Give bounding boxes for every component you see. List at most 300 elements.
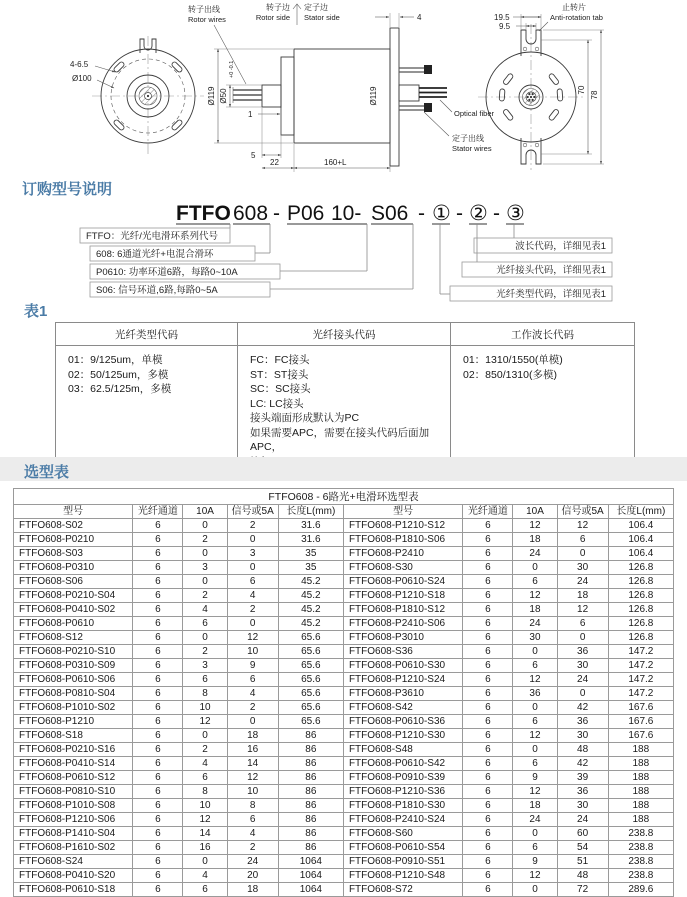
- value-cell: 6: [133, 841, 183, 855]
- value-cell: 6: [463, 617, 513, 631]
- model-cell: FTFO608-P1210-S48: [343, 869, 462, 883]
- stator-side-cn: 定子边: [304, 3, 328, 12]
- value-cell: 18: [513, 603, 557, 617]
- left-label-s06: S06: 信号环道,6路,每路0~5A: [96, 285, 218, 296]
- model-cell: FTFO608-S06: [14, 575, 133, 589]
- value-cell: 126.8: [608, 589, 673, 603]
- model-cell: FTFO608-S42: [343, 701, 462, 715]
- value-cell: 48: [557, 743, 608, 757]
- value-cell: 6: [227, 673, 278, 687]
- value-cell: 8: [183, 785, 227, 799]
- value-cell: 238.8: [608, 869, 673, 883]
- table1-line: SC：SC接头: [250, 383, 311, 395]
- table-row: [14, 771, 674, 785]
- value-cell: 126.8: [608, 575, 673, 589]
- value-cell: 65.6: [278, 673, 343, 687]
- value-cell: 0: [183, 575, 227, 589]
- value-cell: 0: [183, 519, 227, 533]
- order-model-diagram: [0, 194, 687, 306]
- model-left-labels: [80, 228, 280, 297]
- value-cell: 86: [278, 729, 343, 743]
- dim-4-label: 4: [417, 13, 422, 22]
- model-cell: FTFO608-P1210-S06: [14, 813, 133, 827]
- column-header: 信号或5A: [227, 505, 278, 519]
- value-cell: 24: [557, 813, 608, 827]
- value-cell: 6: [133, 617, 183, 631]
- value-cell: 12: [183, 813, 227, 827]
- value-cell: 36: [557, 715, 608, 729]
- value-cell: 6: [463, 799, 513, 813]
- model-cell: FTFO608-P0610-S36: [343, 715, 462, 729]
- value-cell: 65.6: [278, 645, 343, 659]
- value-cell: 6: [463, 757, 513, 771]
- side-view: [188, 2, 495, 172]
- column-header: 10A: [183, 505, 227, 519]
- dia119-left-label: Ø119: [207, 86, 216, 106]
- value-cell: 6: [133, 813, 183, 827]
- value-cell: 6: [133, 645, 183, 659]
- column-header: 型号: [14, 505, 133, 519]
- model-cell: FTFO608-P1210-S36: [343, 785, 462, 799]
- value-cell: 238.8: [608, 827, 673, 841]
- table-row: [14, 631, 674, 645]
- model-token-series: FTFO: [176, 202, 231, 225]
- value-cell: 6: [463, 869, 513, 883]
- value-cell: 6: [463, 771, 513, 785]
- table1-line: ST：ST接头: [250, 368, 309, 381]
- value-cell: 6: [183, 617, 227, 631]
- stator-wires-en: Stator wires: [452, 144, 492, 153]
- value-cell: 106.4: [608, 533, 673, 547]
- value-cell: 65.6: [278, 659, 343, 673]
- value-cell: 35: [278, 561, 343, 575]
- value-cell: 86: [278, 827, 343, 841]
- value-cell: 2: [183, 645, 227, 659]
- table-row: [14, 561, 674, 575]
- model-cell: FTFO608-P0610: [14, 617, 133, 631]
- value-cell: 6: [133, 743, 183, 757]
- model-cell: FTFO608-P0910-S51: [343, 855, 462, 869]
- right-label-wavelength: 波长代码，详细见表1: [515, 241, 606, 252]
- column-header: 长度L(mm): [608, 505, 673, 519]
- value-cell: 60: [557, 827, 608, 841]
- model-cell: FTFO608-P0410-S20: [14, 869, 133, 883]
- dim-9-5-label: 9.5: [499, 22, 511, 31]
- value-cell: 238.8: [608, 855, 673, 869]
- value-cell: 42: [557, 757, 608, 771]
- value-cell: 24: [227, 855, 278, 869]
- model-cell: FTFO608-P0910-S39: [343, 771, 462, 785]
- table1-header-connector: 光纤接头代码: [238, 323, 451, 346]
- value-cell: 188: [608, 785, 673, 799]
- table1-line: 02：850/1310(多模): [463, 368, 557, 381]
- model-cell: FTFO608-P0810-S04: [14, 687, 133, 701]
- value-cell: 167.6: [608, 729, 673, 743]
- value-cell: 12: [227, 631, 278, 645]
- value-cell: 65.6: [278, 701, 343, 715]
- model-cell: FTFO608-P1410-S04: [14, 827, 133, 841]
- value-cell: 12: [513, 519, 557, 533]
- value-cell: 6: [133, 687, 183, 701]
- dim-78-label: 78: [590, 90, 599, 100]
- value-cell: 6: [463, 659, 513, 673]
- table-row: [14, 743, 674, 757]
- model-cell: FTFO608-P0610-S18: [14, 883, 133, 897]
- model-cell: FTFO608-P0310: [14, 561, 133, 575]
- value-cell: 30: [557, 561, 608, 575]
- value-cell: 6: [513, 841, 557, 855]
- table-row: [14, 757, 674, 771]
- right-label-fiber-type: 光纤类型代码，详细见表1: [496, 289, 606, 300]
- value-cell: 2: [227, 603, 278, 617]
- table-row: [14, 841, 674, 855]
- rotor-wires-cn: 转子出线: [188, 5, 220, 14]
- value-cell: 65.6: [278, 715, 343, 729]
- model-cell: FTFO608-P1210-S24: [343, 673, 462, 687]
- value-cell: 12: [227, 771, 278, 785]
- value-cell: 4: [227, 827, 278, 841]
- value-cell: 6: [463, 743, 513, 757]
- selection-table: [13, 488, 674, 897]
- column-header: 光纤通道: [463, 505, 513, 519]
- table1-line: LC: LC接头: [250, 397, 304, 410]
- model-cell: FTFO608-P1010-S08: [14, 799, 133, 813]
- model-cell: FTFO608-P0610-S12: [14, 771, 133, 785]
- anti-rotation-en: Anti-rotation tab: [550, 13, 603, 22]
- value-cell: 167.6: [608, 715, 673, 729]
- technical-drawing: [0, 0, 687, 178]
- table-row: [14, 855, 674, 869]
- value-cell: 12: [557, 603, 608, 617]
- value-cell: 126.8: [608, 631, 673, 645]
- value-cell: 86: [278, 813, 343, 827]
- value-cell: 16: [183, 841, 227, 855]
- table1-header-fiber-type: 光纤类型代码: [56, 323, 238, 346]
- value-cell: 188: [608, 743, 673, 757]
- value-cell: 6: [463, 701, 513, 715]
- value-cell: 6: [227, 813, 278, 827]
- model-cell: FTFO608-P0410-S02: [14, 603, 133, 617]
- table-row: [14, 603, 674, 617]
- value-cell: 3: [227, 547, 278, 561]
- value-cell: 6: [557, 617, 608, 631]
- value-cell: 167.6: [608, 701, 673, 715]
- value-cell: 6: [227, 575, 278, 589]
- table-row: [14, 883, 674, 897]
- value-cell: 1064: [278, 855, 343, 869]
- value-cell: 31.6: [278, 533, 343, 547]
- value-cell: 24: [513, 617, 557, 631]
- model-cell: FTFO608-P0610-S30: [343, 659, 462, 673]
- value-cell: 0: [183, 729, 227, 743]
- table-row: [14, 785, 674, 799]
- model-cell: FTFO608-P3610: [343, 687, 462, 701]
- column-header: 型号: [343, 505, 462, 519]
- order-section-title: 订购型号说明: [22, 181, 113, 198]
- value-cell: 6: [557, 533, 608, 547]
- value-cell: 6: [133, 785, 183, 799]
- value-cell: 6: [463, 589, 513, 603]
- selection-table-title-row: [14, 489, 674, 505]
- stator-wires-cn: 定子出线: [452, 134, 484, 143]
- table-row: [14, 827, 674, 841]
- holes-dim-label: 4-6.5: [70, 60, 89, 69]
- value-cell: 6: [133, 603, 183, 617]
- model-cell: FTFO608-P1210-S12: [343, 519, 462, 533]
- table-row: [14, 813, 674, 827]
- value-cell: 12: [513, 869, 557, 883]
- value-cell: 4: [183, 869, 227, 883]
- value-cell: 30: [557, 659, 608, 673]
- value-cell: 0: [183, 547, 227, 561]
- value-cell: 10: [183, 799, 227, 813]
- selection-title-band: [0, 457, 687, 481]
- model-cell: FTFO608-P2410-S24: [343, 813, 462, 827]
- value-cell: 24: [513, 813, 557, 827]
- model-cell: FTFO608-P0310-S09: [14, 659, 133, 673]
- value-cell: 4: [227, 687, 278, 701]
- value-cell: 45.2: [278, 617, 343, 631]
- table-row: [14, 645, 674, 659]
- value-cell: 6: [133, 701, 183, 715]
- value-cell: 2: [183, 589, 227, 603]
- model-cell: FTFO608-P1610-S02: [14, 841, 133, 855]
- model-cell: FTFO608-P1210-S18: [343, 589, 462, 603]
- value-cell: 6: [133, 827, 183, 841]
- selection-table-header-row: [14, 505, 674, 519]
- value-cell: 188: [608, 771, 673, 785]
- model-cell: FTFO608-P0610-S06: [14, 673, 133, 687]
- model-cell: FTFO608-P2410-S06: [343, 617, 462, 631]
- value-cell: 147.2: [608, 659, 673, 673]
- model-cell: FTFO608-S03: [14, 547, 133, 561]
- model-token-s06: S06: [371, 202, 409, 225]
- anti-rotation-cn: 止转片: [562, 3, 586, 12]
- value-cell: 6: [463, 561, 513, 575]
- table-row: [14, 533, 674, 547]
- model-cell: FTFO608-P0410-S14: [14, 757, 133, 771]
- value-cell: 6: [183, 673, 227, 687]
- value-cell: 3: [183, 659, 227, 673]
- value-cell: 12: [513, 785, 557, 799]
- value-cell: 106.4: [608, 519, 673, 533]
- value-cell: 6: [463, 841, 513, 855]
- value-cell: 31.6: [278, 519, 343, 533]
- value-cell: 86: [278, 743, 343, 757]
- table-row: [14, 869, 674, 883]
- value-cell: 6: [133, 757, 183, 771]
- value-cell: 65.6: [278, 687, 343, 701]
- table1-line: 01：9/125um，单模: [68, 354, 163, 366]
- table-row: [14, 729, 674, 743]
- value-cell: 6: [513, 757, 557, 771]
- value-cell: 9: [513, 771, 557, 785]
- value-cell: 6: [133, 883, 183, 897]
- value-cell: 65.6: [278, 631, 343, 645]
- value-cell: 6: [463, 673, 513, 687]
- value-cell: 6: [513, 659, 557, 673]
- value-cell: 0: [183, 631, 227, 645]
- model-cell: FTFO608-P1010-S02: [14, 701, 133, 715]
- value-cell: 86: [278, 841, 343, 855]
- value-cell: 24: [557, 575, 608, 589]
- table-row: [14, 687, 674, 701]
- value-cell: 6: [463, 855, 513, 869]
- value-cell: 42: [557, 701, 608, 715]
- value-cell: 238.8: [608, 841, 673, 855]
- model-cell: FTFO608-S36: [343, 645, 462, 659]
- model-cell: FTFO608-P0210-S10: [14, 645, 133, 659]
- dim-5-label: 5: [251, 151, 256, 160]
- value-cell: 18: [513, 799, 557, 813]
- value-cell: 14: [227, 757, 278, 771]
- table-row: [14, 589, 674, 603]
- dim-160L-label: 160+L: [324, 158, 347, 167]
- value-cell: 2: [183, 743, 227, 757]
- model-cell: FTFO608-P0610-S24: [343, 575, 462, 589]
- right-label-connector: 光纤接头代码，详细见表1: [496, 265, 606, 276]
- dim-1-label: 1: [248, 110, 253, 119]
- value-cell: 126.8: [608, 561, 673, 575]
- table-row: [14, 715, 674, 729]
- value-cell: 0: [513, 645, 557, 659]
- model-cell: FTFO608-P1810-S30: [343, 799, 462, 813]
- model-cell: FTFO608-P0610-S42: [343, 757, 462, 771]
- value-cell: 6: [133, 519, 183, 533]
- value-cell: 86: [278, 785, 343, 799]
- value-cell: 0: [557, 547, 608, 561]
- value-cell: 6: [133, 799, 183, 813]
- model-cell: FTFO608-S30: [343, 561, 462, 575]
- table-row: [14, 673, 674, 687]
- selection-table-title: FTFO608 - 6路光+电滑环选型表: [14, 489, 674, 505]
- value-cell: 2: [227, 701, 278, 715]
- value-cell: 35: [278, 547, 343, 561]
- value-cell: 188: [608, 799, 673, 813]
- model-token-p06: P06: [287, 202, 325, 225]
- value-cell: 54: [557, 841, 608, 855]
- model-cell: FTFO608-P0610-S54: [343, 841, 462, 855]
- dim-70-label: 70: [577, 85, 586, 95]
- value-cell: 6: [463, 631, 513, 645]
- model-cell: FTFO608-S60: [343, 827, 462, 841]
- value-cell: 0: [183, 855, 227, 869]
- value-cell: 45.2: [278, 575, 343, 589]
- value-cell: 6: [463, 533, 513, 547]
- value-cell: 12: [557, 519, 608, 533]
- dia50-label: Ø50: [219, 88, 228, 104]
- value-cell: 1064: [278, 883, 343, 897]
- value-cell: 4: [227, 589, 278, 603]
- table1-line: FC：FC接头: [250, 354, 310, 366]
- value-cell: 6: [463, 785, 513, 799]
- table-row: [14, 701, 674, 715]
- bolt-circle-dim-label: Ø100: [72, 74, 92, 83]
- value-cell: 289.6: [608, 883, 673, 897]
- value-cell: 6: [463, 547, 513, 561]
- model-connectors: [230, 224, 514, 294]
- table1-title: 表1: [24, 303, 48, 320]
- value-cell: 18: [557, 589, 608, 603]
- table-row: [14, 575, 674, 589]
- value-cell: 6: [133, 547, 183, 561]
- value-cell: 6: [463, 687, 513, 701]
- value-cell: 0: [557, 631, 608, 645]
- rotor-side-en: Rotor side: [255, 13, 290, 22]
- value-cell: 6: [463, 729, 513, 743]
- table1-header-wavelength: 工作波长代码: [451, 323, 635, 346]
- value-cell: 86: [278, 771, 343, 785]
- model-cell: FTFO608-S18: [14, 729, 133, 743]
- selection-section-title: 选型表: [24, 464, 70, 481]
- table-row: [14, 617, 674, 631]
- value-cell: 6: [133, 631, 183, 645]
- value-cell: 6: [463, 603, 513, 617]
- value-cell: 6: [463, 645, 513, 659]
- model-cell: FTFO608-S72: [343, 883, 462, 897]
- table-row: [14, 547, 674, 561]
- value-cell: 8: [227, 799, 278, 813]
- model-cell: FTFO608-S48: [343, 743, 462, 757]
- table1-line: 如果需要APC，需要在接头代码后面加APC，: [250, 426, 430, 453]
- value-cell: 6: [513, 575, 557, 589]
- model-cell: FTFO608-S02: [14, 519, 133, 533]
- dim-19-5-label: 19.5: [494, 13, 510, 22]
- left-label-ftfo: FTFO：光纤/光电滑环系列代号: [86, 231, 218, 242]
- value-cell: 72: [557, 883, 608, 897]
- value-cell: 12: [513, 673, 557, 687]
- table-row: [14, 799, 674, 813]
- value-cell: 0: [513, 743, 557, 757]
- value-cell: 2: [227, 519, 278, 533]
- value-cell: 0: [227, 533, 278, 547]
- value-cell: 0: [227, 561, 278, 575]
- dia50-tolerance: +0 -0.1: [229, 60, 235, 78]
- value-cell: 36: [557, 785, 608, 799]
- value-cell: 12: [183, 715, 227, 729]
- model-cell: FTFO608-S12: [14, 631, 133, 645]
- value-cell: 0: [513, 883, 557, 897]
- value-cell: 30: [557, 729, 608, 743]
- model-cell: FTFO608-P2410: [343, 547, 462, 561]
- left-label-p0610: P0610: 功率环道6路，每路0~10A: [96, 267, 238, 278]
- table1: [55, 322, 635, 477]
- value-cell: 6: [133, 869, 183, 883]
- value-cell: 10: [227, 645, 278, 659]
- dia119-right-label: Ø119: [369, 86, 378, 106]
- model-cell: FTFO608-P0210: [14, 533, 133, 547]
- model-circle-2: ②: [469, 202, 488, 225]
- value-cell: 10: [227, 785, 278, 799]
- value-cell: 188: [608, 757, 673, 771]
- value-cell: 6: [133, 771, 183, 785]
- value-cell: 12: [513, 589, 557, 603]
- value-cell: 6: [183, 883, 227, 897]
- value-cell: 0: [227, 715, 278, 729]
- value-cell: 6: [133, 715, 183, 729]
- model-circle-1: ①: [432, 202, 451, 225]
- model-circle-3: ③: [506, 202, 525, 225]
- value-cell: 0: [513, 561, 557, 575]
- model-token-10: 10-: [331, 202, 362, 225]
- value-cell: 30: [557, 799, 608, 813]
- value-cell: 6: [133, 533, 183, 547]
- dim-22-label: 22: [270, 158, 279, 167]
- value-cell: 6: [133, 561, 183, 575]
- value-cell: 0: [513, 827, 557, 841]
- value-cell: 6: [133, 589, 183, 603]
- table1-line: 01：1310/1550(单模): [463, 354, 563, 366]
